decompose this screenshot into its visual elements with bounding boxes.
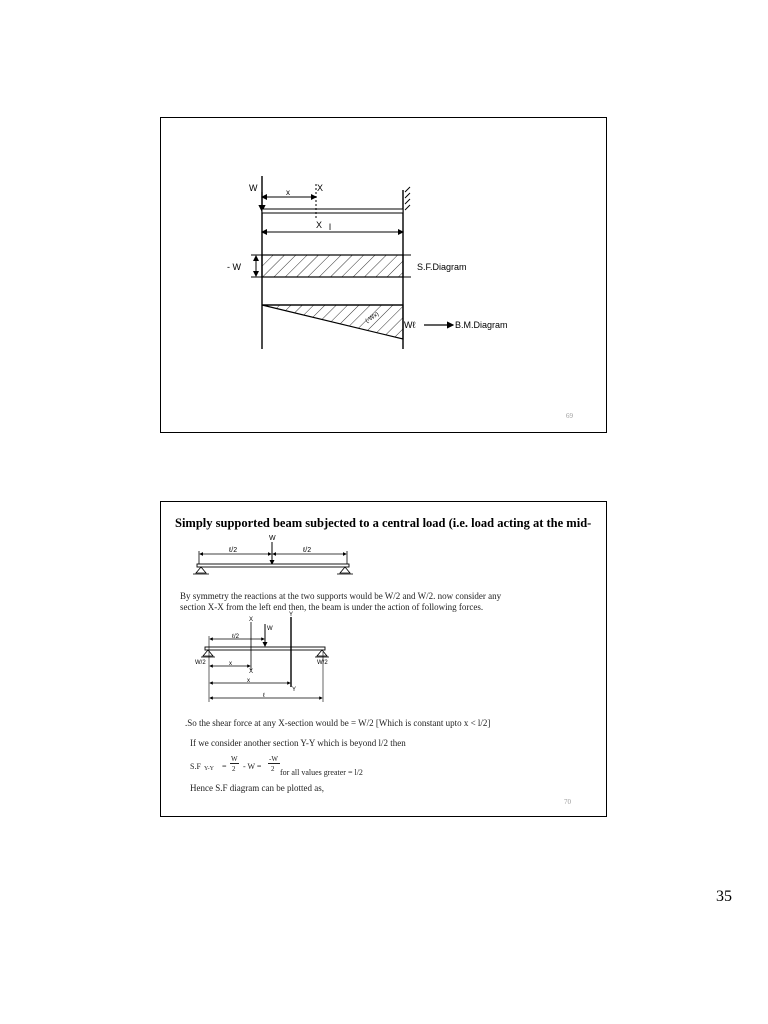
fig2-label-section-x-bottom: X xyxy=(249,669,254,675)
fig1-beam-central-load xyxy=(193,542,353,574)
fixed-support xyxy=(405,187,410,210)
slide-70 xyxy=(160,501,607,817)
bm-diagram-triangle xyxy=(262,305,403,339)
eq-fraction-bar-2 xyxy=(268,763,280,764)
label-sf-value: - W xyxy=(227,262,241,272)
shear-force-equation xyxy=(190,754,490,778)
fig2-label-dim-l: ℓ xyxy=(263,693,265,699)
label-load-w: W xyxy=(249,183,258,193)
eq-denominator-1: 2 xyxy=(232,765,236,773)
paragraph-symmetry-line2: section X-X from the left end then, the beam is under the action of following forces. xyxy=(180,602,484,612)
fig2-beam-sections xyxy=(201,617,329,702)
eq-denominator-2: 2 xyxy=(271,765,275,773)
fig2-label-section-y-bottom: Y xyxy=(292,687,297,693)
slide-number: 70 xyxy=(564,798,571,806)
slide-69 xyxy=(160,117,607,433)
fig2-label-section-y-top: Y xyxy=(289,612,294,618)
eq-equals: = xyxy=(222,762,227,771)
eq-subscript: Y-Y xyxy=(204,766,214,772)
eq-numerator-2: -W xyxy=(269,755,278,763)
eq-lhs: S.F xyxy=(190,762,201,771)
section-yy-statement: If we consider another section Y-Y which is beyond l/2 then xyxy=(190,738,406,748)
fig2-label-right-reaction: W/2 xyxy=(317,660,328,666)
eq-minus: - W = xyxy=(243,762,262,771)
slide-number: 69 xyxy=(566,412,573,420)
fig2-label-load: W xyxy=(267,626,273,632)
slide-title: Simply supported beam subjected to a central load (i.e. load acting at the mid- xyxy=(175,516,592,530)
cantilever-sf-bm-diagram xyxy=(161,118,608,434)
label-section-bottom: X xyxy=(316,220,323,230)
eq-fraction-bar-1 xyxy=(230,763,239,764)
label-bm-diagram: B.M.Diagram xyxy=(455,320,508,330)
fig2-label-dim-x-small: x xyxy=(229,661,232,667)
label-length: l xyxy=(329,222,331,232)
fig1-label-left-span: ℓ/2 xyxy=(229,547,238,554)
sf-diagram-rect xyxy=(262,255,403,277)
fig2-label-section-x-top: X xyxy=(249,617,254,623)
label-section-top: X xyxy=(317,183,324,193)
paragraph-symmetry-line1: By symmetry the reactions at the two supports would be W/2 and W/2. now consider any xyxy=(180,591,502,601)
eq-tail: for all values greater = l/2 xyxy=(280,768,363,777)
label-bm-slope: (-Wx) xyxy=(364,311,381,325)
page-number: 35 xyxy=(716,888,732,905)
fig1-label-right-span: ℓ/2 xyxy=(303,547,312,554)
fig1-label-load: W xyxy=(269,535,276,542)
fig2-label-left-reaction: W/2 xyxy=(195,660,206,666)
label-x-dim: x xyxy=(286,188,290,197)
label-sf-diagram: S.F.Diagram xyxy=(417,262,467,272)
cantilever-beam xyxy=(262,209,403,213)
fig2-label-half-span: ℓ/2 xyxy=(232,634,239,640)
label-bm-value: Wℓ xyxy=(404,320,416,330)
hence-statement: Hence S.F diagram can be plotted as, xyxy=(190,783,324,793)
shear-force-statement: .So the shear force at any X-section would be = W/2 [Which is constant upto x < l/2] xyxy=(185,718,491,728)
fig2-label-dim-x-large: x xyxy=(247,678,250,684)
eq-numerator-1: W xyxy=(231,755,238,763)
